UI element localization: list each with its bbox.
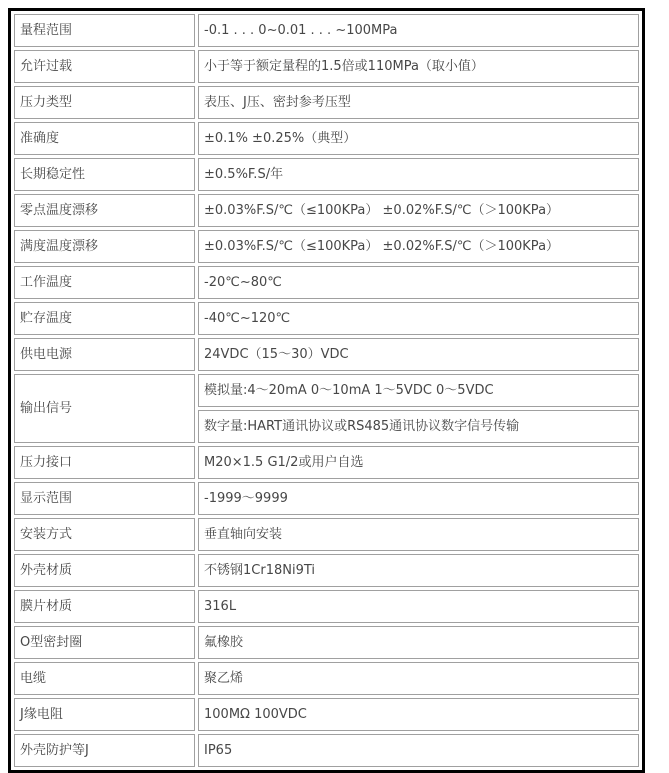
table-row xyxy=(14,482,639,515)
table-row xyxy=(14,734,639,767)
table-row xyxy=(14,590,639,623)
table-row xyxy=(14,626,639,659)
table-row xyxy=(14,302,639,335)
spec-label: 长期稳定性 xyxy=(14,158,195,191)
spec-label: 量程范围 xyxy=(14,14,195,47)
spec-value: 垂直轴向安装 xyxy=(198,518,639,551)
spec-label: 显示范围 xyxy=(14,482,195,515)
spec-label: 贮存温度 xyxy=(14,302,195,335)
spec-value: ±0.03%F.S/℃（≤100KPa） ±0.02%F.S/℃（＞100KPa） xyxy=(198,230,639,263)
spec-label: 输出信号 xyxy=(14,374,195,443)
table-row xyxy=(14,122,639,155)
table-row xyxy=(14,446,639,479)
spec-value: M20×1.5 G1/2或用户自选 xyxy=(198,446,639,479)
spec-label: 工作温度 xyxy=(14,266,195,299)
spec-label: 膜片材质 xyxy=(14,590,195,623)
spec-label: 允许过载 xyxy=(14,50,195,83)
table-row xyxy=(14,662,639,695)
spec-value: 聚乙烯 xyxy=(198,662,639,695)
spec-value: -40℃~120℃ xyxy=(198,302,639,335)
table-row xyxy=(14,266,639,299)
spec-value: -20℃~80℃ xyxy=(198,266,639,299)
spec-value: 24VDC（15～30）VDC xyxy=(198,338,639,371)
spec-label: J缘电阻 xyxy=(14,698,195,731)
spec-table xyxy=(8,8,645,773)
spec-value: 数字量:HART通讯协议或RS485通讯协议数字信号传输 xyxy=(198,410,639,443)
spec-label: 电缆 xyxy=(14,662,195,695)
table-row xyxy=(14,158,639,191)
spec-label: 外壳材质 xyxy=(14,554,195,587)
table-row xyxy=(14,230,639,263)
spec-value: -1999～9999 xyxy=(198,482,639,515)
table-row xyxy=(14,50,639,83)
spec-value: 100MΩ 100VDC xyxy=(198,698,639,731)
spec-value: 模拟量:4～20mA 0～10mA 1～5VDC 0～5VDC xyxy=(198,374,639,407)
spec-label: 安装方式 xyxy=(14,518,195,551)
table-row xyxy=(14,14,639,47)
spec-label: 压力接口 xyxy=(14,446,195,479)
spec-label: 供电电源 xyxy=(14,338,195,371)
spec-value: IP65 xyxy=(198,734,639,767)
spec-value: 氟橡胶 xyxy=(198,626,639,659)
spec-value: 小于等于额定量程的1.5倍或110MPa（取小值） xyxy=(198,50,639,83)
spec-label: 外壳防护等J xyxy=(14,734,195,767)
spec-label: 准确度 xyxy=(14,122,195,155)
spec-value: 316L xyxy=(198,590,639,623)
table-row xyxy=(14,86,639,119)
table-row xyxy=(14,374,639,407)
spec-value: ±0.5%F.S/年 xyxy=(198,158,639,191)
table-row xyxy=(14,518,639,551)
table-row xyxy=(14,338,639,371)
spec-value: ±0.03%F.S/℃（≤100KPa） ±0.02%F.S/℃（＞100KPa） xyxy=(198,194,639,227)
spec-value: 表压、J压、密封参考压型 xyxy=(198,86,639,119)
spec-value: -0.1 . . . 0~0.01 . . . ~100MPa xyxy=(198,14,639,47)
table-row xyxy=(14,554,639,587)
spec-label: 零点温度漂移 xyxy=(14,194,195,227)
table-row xyxy=(14,698,639,731)
spec-label: 满度温度漂移 xyxy=(14,230,195,263)
table-row xyxy=(14,194,639,227)
spec-value: ±0.1% ±0.25%（典型） xyxy=(198,122,639,155)
spec-label: 压力类型 xyxy=(14,86,195,119)
spec-value: 不锈钢1Cr18Ni9Ti xyxy=(198,554,639,587)
spec-label: O型密封圈 xyxy=(14,626,195,659)
spec-table-body xyxy=(14,14,639,767)
